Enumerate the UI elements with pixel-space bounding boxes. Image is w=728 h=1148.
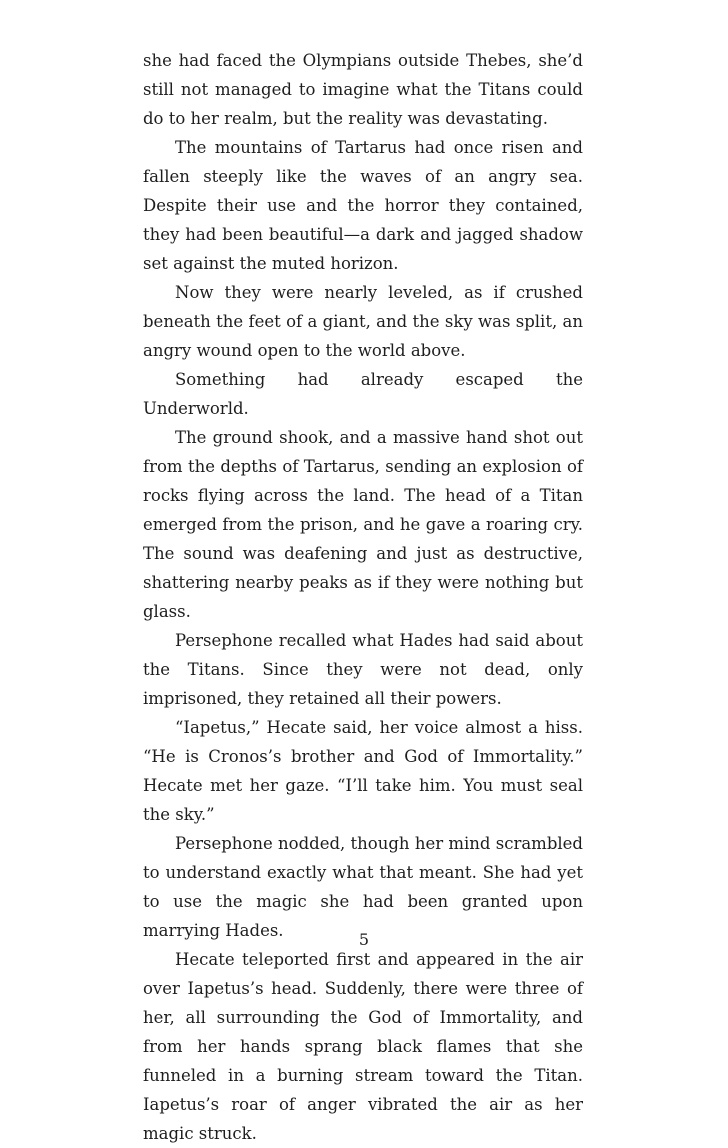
paragraph: Something had already escaped the Underworld. (143, 370, 583, 418)
paragraph: Hecate teleported first and appeared in the air over Iapetus’s head. Suddenly, there were three of her, all surrounding the God of Immortality, and from her hands sprang black flames that she funneled in a burning stream toward the Titan. Iapetus’s roar of anger vibrated the air as her magic struck. (143, 950, 583, 1143)
body-text (143, 46, 583, 1148)
page-number: 5 (358, 930, 370, 949)
paragraph: Now they were nearly leveled, as if crushed beneath the feet of a giant, and the sky was split, an angry wound open to the world above. (143, 283, 583, 360)
paragraph: Persephone nodded, though her mind scrambled to understand exactly what that meant. She had yet to use the magic she had been granted upon marrying Hades. (143, 834, 583, 940)
paragraph: The mountains of Tartarus had once risen and fallen steeply like the waves of an angry sea. Despite their use and the horror they contained, they had been beautiful—a dark and jagged shadow set against the muted horizon. (143, 138, 583, 273)
paragraph: The ground shook, and a massive hand shot out from the depths of Tartarus, sending an explosion of rocks flying across the land. The head of a Titan emerged from the prison, and he gave a roaring cry. The sound was deafening and just as destructive, shattering nearby peaks as if they were nothing but glass. (143, 428, 583, 621)
paragraph: Persephone recalled what Hades had said about the Titans. Since they were not dead, only imprisoned, they retained all their powers. (143, 631, 583, 708)
paragraph: “Iapetus,” Hecate said, her voice almost a hiss. “He is Cronos’s brother and God of Immortality.” Hecate met her gaze. “I’ll take him. You must seal the sky.” (143, 718, 583, 824)
paragraph: she had faced the Olympians outside Thebes, she’d still not managed to imagine what the Titans could do to her realm, but the reality was devastating. (143, 51, 583, 128)
